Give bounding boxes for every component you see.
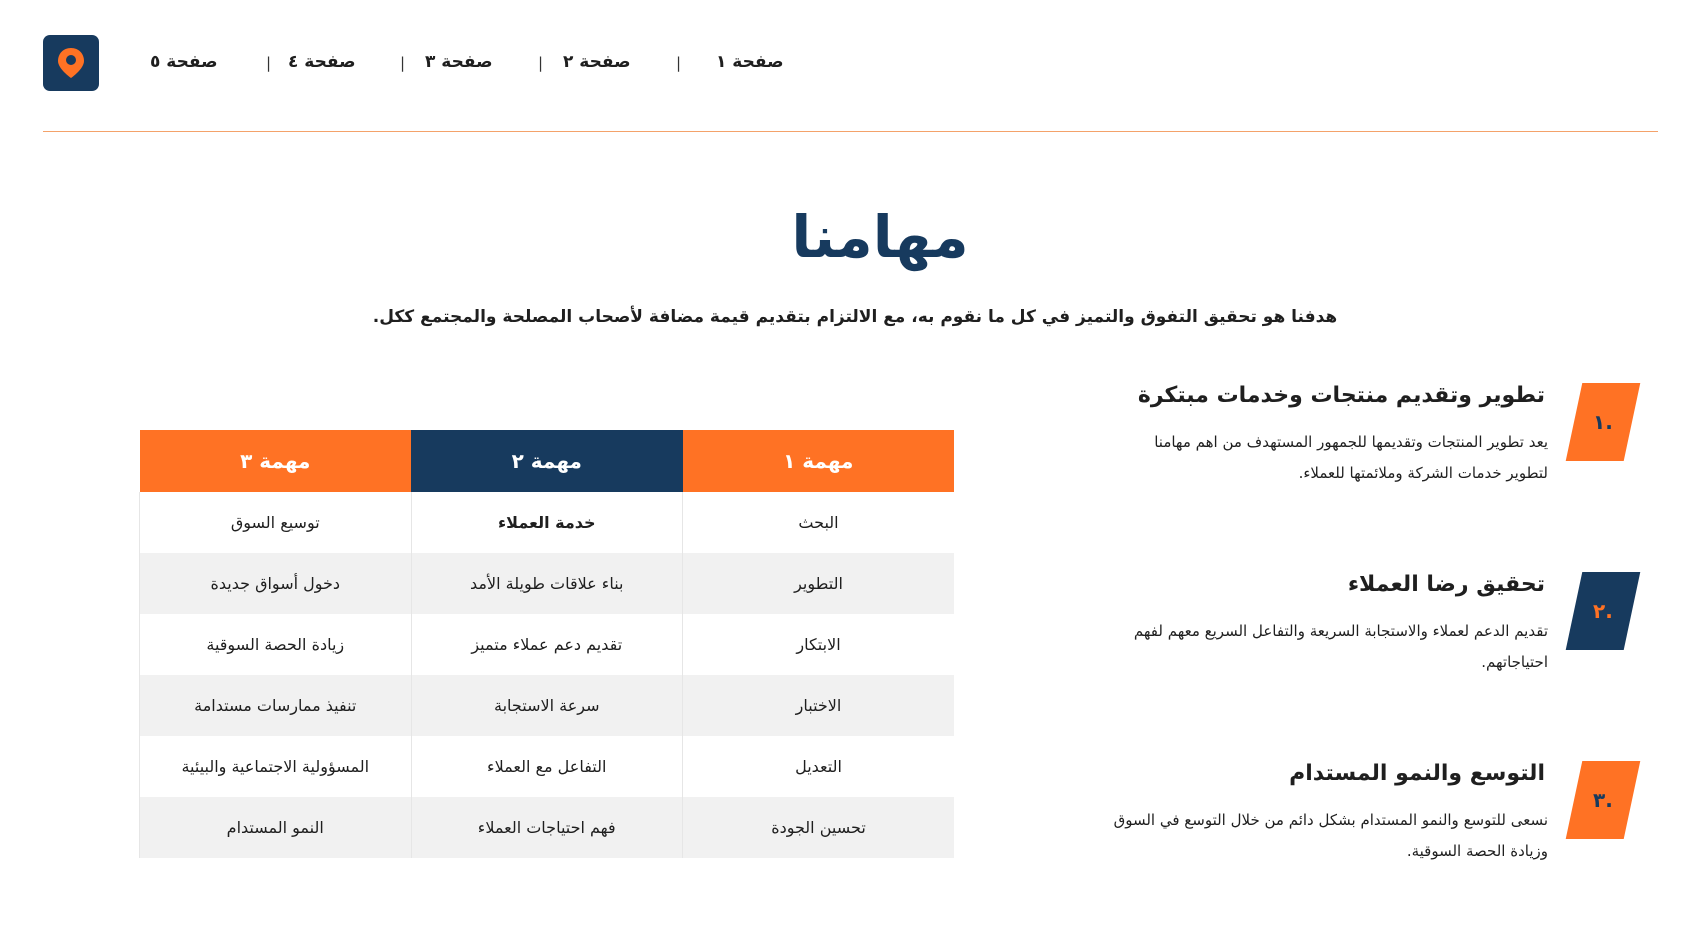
table-cell: بناء علاقات طويلة الأمد bbox=[411, 553, 683, 614]
mission-title: التوسع والنمو المستدام bbox=[1289, 761, 1545, 786]
nav-separator: | bbox=[538, 54, 544, 72]
nav-item-page-5[interactable]: صفحة ٥ bbox=[150, 52, 218, 72]
mission-text: نسعى للتوسع والنمو المستدام بشكل دائم من خلال التوسع في السوق وزيادة الحصة السوقية. bbox=[1113, 811, 1548, 860]
header-divider bbox=[43, 131, 1658, 132]
table-row bbox=[140, 675, 955, 736]
table-row bbox=[140, 797, 955, 858]
table-cell: الابتكار bbox=[683, 614, 955, 675]
mission-item-2 bbox=[1000, 572, 1640, 682]
mission-number-badge bbox=[1566, 761, 1641, 839]
table-header-mission-3: مهمة ٣ bbox=[140, 430, 412, 492]
page-subtitle: هدفنا هو تحقيق التفوق والتميز في كل ما نقوم به، مع الالتزام بتقديم قيمة مضافة لأصحاب المصلحة والمجتمع ككل. bbox=[372, 307, 1338, 327]
table-cell: البحث bbox=[683, 492, 955, 553]
nav-separator: | bbox=[266, 54, 272, 72]
nav-item-page-1[interactable]: صفحة ١ bbox=[716, 52, 784, 72]
nav-separator: | bbox=[400, 54, 406, 72]
mission-number: ٣. bbox=[1593, 788, 1613, 812]
table-cell: تقديم دعم عملاء متميز bbox=[411, 614, 683, 675]
mission-number-badge bbox=[1566, 572, 1641, 650]
table-cell: خدمة العملاء bbox=[411, 492, 683, 553]
table-cell: تنفيذ ممارسات مستدامة bbox=[140, 675, 412, 736]
table-cell: فهم احتياجات العملاء bbox=[411, 797, 683, 858]
nav-item-page-3[interactable]: صفحة ٣ bbox=[425, 52, 493, 72]
table-cell: زيادة الحصة السوقية bbox=[140, 614, 412, 675]
mission-text: يعد تطوير المنتجات وتقديمها للجمهور المستهدف من اهم مهامنا لتطوير خدمات الشركة وملائمتها للعملاء. bbox=[1154, 433, 1548, 482]
table-cell: الاختبار bbox=[683, 675, 955, 736]
table-cell: توسيع السوق bbox=[140, 492, 412, 553]
mission-title: تحقيق رضا العملاء bbox=[1347, 572, 1545, 597]
mission-number-badge bbox=[1566, 383, 1641, 461]
table-header-mission-2: مهمة ٢ bbox=[411, 430, 683, 492]
mission-item-1 bbox=[1000, 383, 1640, 493]
table-header-mission-1: مهمة ١ bbox=[683, 430, 955, 492]
table-cell: النمو المستدام bbox=[140, 797, 412, 858]
mission-number: ٢. bbox=[1593, 599, 1613, 623]
table-row bbox=[140, 614, 955, 675]
top-nav bbox=[150, 52, 800, 80]
table-cell: سرعة الاستجابة bbox=[411, 675, 683, 736]
map-pin-icon bbox=[56, 46, 86, 80]
table-cell: التطوير bbox=[683, 553, 955, 614]
mission-text: تقديم الدعم لعملاء والاستجابة السريعة والتفاعل السريع معهم لفهم احتياجاتهم. bbox=[1133, 622, 1548, 671]
table-cell: دخول أسواق جديدة bbox=[140, 553, 412, 614]
mission-title: تطوير وتقديم منتجات وخدمات مبتكرة bbox=[1137, 383, 1545, 408]
missions-table bbox=[139, 430, 954, 858]
nav-separator: | bbox=[676, 54, 682, 72]
logo[interactable] bbox=[43, 35, 99, 91]
table-row bbox=[140, 736, 955, 797]
table-row bbox=[140, 553, 955, 614]
nav-item-page-4[interactable]: صفحة ٤ bbox=[288, 52, 356, 72]
table-header-row bbox=[140, 430, 955, 492]
mission-item-3 bbox=[1000, 761, 1640, 871]
table-cell: التفاعل مع العملاء bbox=[411, 736, 683, 797]
table-row bbox=[140, 492, 955, 553]
page-title: مهامنا bbox=[791, 203, 969, 271]
table-cell: تحسين الجودة bbox=[683, 797, 955, 858]
table-cell: التعديل bbox=[683, 736, 955, 797]
nav-item-page-2[interactable]: صفحة ٢ bbox=[563, 52, 631, 72]
mission-number: ١. bbox=[1593, 410, 1613, 434]
table-cell: المسؤولية الاجتماعية والبيئية bbox=[140, 736, 412, 797]
